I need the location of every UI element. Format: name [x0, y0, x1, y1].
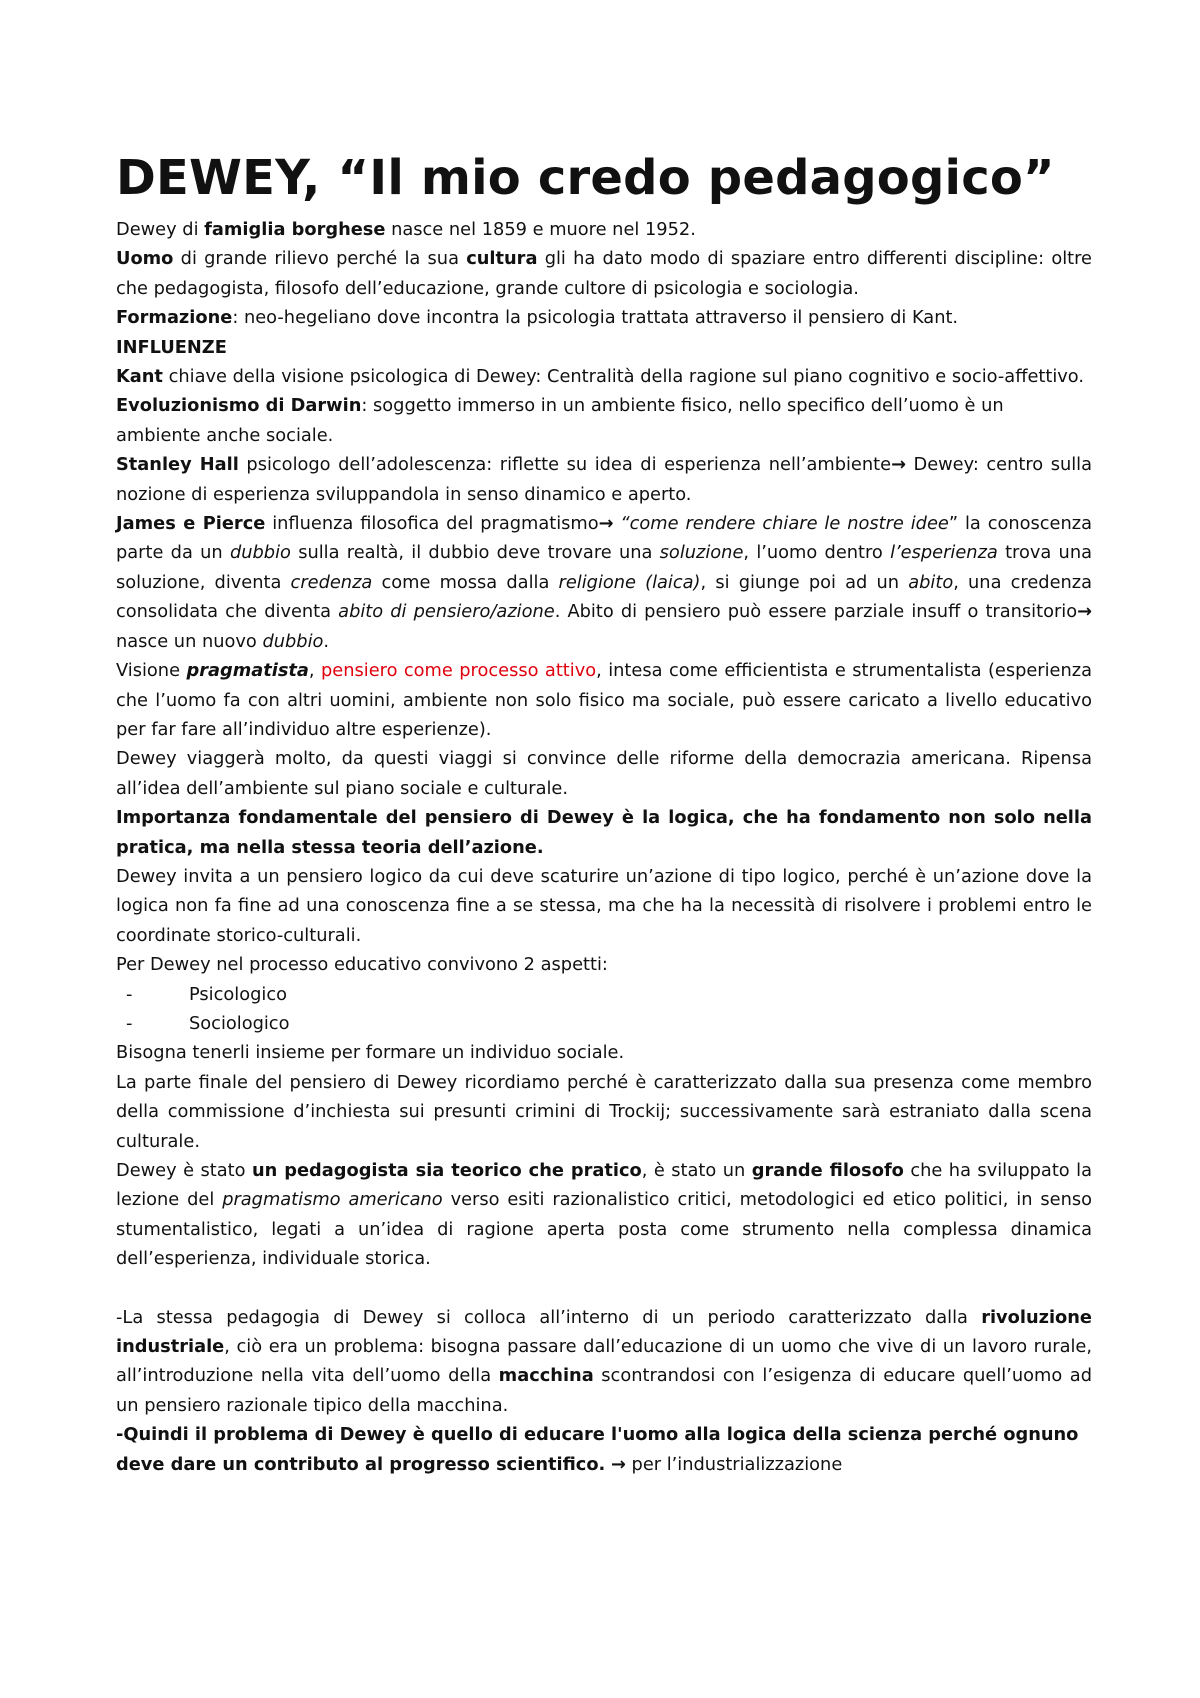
italic-run: dubbio [229, 542, 291, 564]
paragraph-tenerli: Bisogna tenerli insieme per formare un individuo sociale. [116, 1042, 625, 1064]
arrow-right-icon: → [598, 513, 614, 535]
paragraph-birth [116, 215, 1092, 244]
text-run: -La stessa pedagogia di Dewey si colloca all’interno di un periodo caratterizzato dalla [116, 1306, 982, 1328]
arrow-right-icon: → [891, 454, 906, 476]
text-run: gli ha dato modo di spaziare entro differenti discipline: oltre che pedagogista, filosofo dell’educazione, grande cultore di psicologia e sociologia. [116, 248, 1093, 299]
paragraph-logica [116, 803, 1092, 862]
highlighted-run: pensiero come processo attivo [321, 660, 597, 682]
text-run: nasce un nuovo [116, 630, 263, 652]
aspects-list [116, 980, 1092, 1039]
bold-run: Stanley Hall [116, 454, 239, 476]
text-run: , ciò era un problema: bisogna passare dall’educazione di un uomo che vive di un lavoro rurale, all’introduzione nella vita dell’uomo della [116, 1336, 1092, 1387]
list-item-label: Sociologico [189, 1012, 290, 1034]
list-item [116, 980, 1092, 1009]
italic-run: l’esperienza [890, 542, 998, 564]
text-run: come mossa dalla [372, 571, 559, 593]
bold-run: Uomo [116, 248, 174, 270]
bold-run: Formazione [116, 307, 233, 329]
italic-run: abito [908, 571, 954, 593]
bold-italic-run: pragmatista [186, 660, 309, 682]
paragraph-visione [116, 656, 1092, 744]
text-run: Dewey è stato [116, 1160, 252, 1181]
text-run: , una credenza consolidata che diventa [116, 571, 1093, 623]
text-run: verso esiti razionalistico critici, metodologici ed etico politici, in senso stumentalistico, legati a un’idea di ragione aperta posta come strumento nella complessa dinamica dell’esperienza, individuale storica. [116, 1189, 1092, 1270]
text-run: nasce nel 1859 e muore nel 1952. [385, 219, 696, 240]
bold-run: famiglia borghese [204, 219, 386, 240]
bold-run: -Quindi il problema di Dewey è quello di educare l'uomo alla logica della scienza perché ognuno deve dare un contributo al progresso scientifico. [116, 1424, 1079, 1475]
italic-run: pragmatismo americano [222, 1189, 443, 1211]
bold-run: rivoluzione industriale [116, 1306, 1092, 1358]
list-item [116, 1009, 1092, 1038]
text-run: : soggetto immerso in un ambiente fisico, nello specifico dell’uomo è un ambiente anche sociale. [116, 395, 1004, 446]
text-run: , l’uomo dentro [743, 542, 891, 564]
text-run: che ha sviluppato la lezione del [116, 1160, 1092, 1211]
bold-run: Kant [116, 366, 163, 388]
list-item-label: Psicologico [189, 983, 287, 1005]
italic-run: abito di pensiero/azione [338, 601, 555, 623]
paragraph-parte-finale: La parte finale del pensiero di Dewey ricordiamo perché è caratterizzato dalla sua presenza come membro della commissione d’inchiesta sui presunti crimini di Trockij; successivamente sarà estraniato dalla scena culturale. [116, 1071, 1092, 1152]
arrow-right-icon: → [1077, 601, 1092, 623]
text-run: di grande rilievo perché la sua [173, 248, 467, 270]
text-run: , si giunge poi ad un [700, 571, 909, 593]
bold-run: Evoluzionismo di Darwin [116, 395, 362, 417]
text-run: per l’industrializzazione [625, 1453, 843, 1475]
bold-run: macchina [498, 1365, 594, 1387]
dash-bullet: - [126, 1012, 133, 1034]
italic-run: dubbio [262, 630, 324, 652]
text-run: influenza filosofica del pragmatismo [265, 513, 599, 535]
paragraph-pensiero-logico: Dewey invita a un pensiero logico da cui deve scaturire un’azione di tipo logico, perché è un’azione dove la logica non fa fine ad una conoscenza fine a se stessa, ma che ha la necessità di risolvere i problemi entro le coordinate storico-culturali. [116, 865, 1092, 946]
paragraph-james-pierce [116, 509, 1092, 656]
text-run: , intesa come efficientista e strumentalista (esperienza che l’uomo fa con altri uomini, ambiente non solo fisico ma sociale, può essere caricato a livello educativo per far fare all’individuo altre esperienze). [116, 660, 1093, 740]
paragraph-darwin [116, 391, 1092, 450]
text-run: scontrandosi con l’esigenza di educare quell’uomo ad un pensiero razionale tipico della macchina. [116, 1365, 1092, 1416]
dash-bullet: - [126, 983, 133, 1005]
arrow-right-icon: → [610, 1453, 626, 1475]
italic-run: soluzione [659, 542, 744, 564]
text-run: trova una soluzione, diventa [116, 542, 1092, 593]
paragraph-uomo [116, 244, 1092, 303]
paragraph-rivoluzione [116, 1303, 1092, 1421]
bold-run: INFLUENZE [116, 336, 227, 358]
text-run: , [308, 660, 322, 682]
paragraph-conclusione [116, 1420, 1092, 1479]
italic-run: “come rendere chiare le nostre idee [613, 513, 949, 535]
paragraph-viaggi: Dewey viaggerà molto, da questi viaggi si convince delle riforme della democrazia americana. Ripensa all’idea dell’ambiente sul piano sociale e culturale. [116, 748, 1092, 799]
text-run: sulla realtà, il dubbio deve trovare una [290, 542, 660, 564]
paragraph-kant [116, 362, 1092, 391]
text-run: chiave della visione psicologica di Dewey: Centralità della ragione sul piano cognitivo e socio-affettivo. [162, 366, 1085, 388]
bold-run: un pedagogista sia teorico che pratico [251, 1160, 642, 1181]
italic-run: credenza [290, 571, 373, 593]
paragraph-formazione [116, 303, 1092, 332]
text-run: Dewey: centro sulla nozione di esperienza sviluppandola in senso dinamico e aperto. [116, 454, 1093, 505]
paragraph-stanley-hall [116, 450, 1092, 509]
paragraph-pedagogista [116, 1156, 1092, 1274]
text-run: , è stato un [641, 1160, 752, 1181]
bold-run: Importanza fondamentale del pensiero di Dewey è la logica, che ha fondamento non solo nella pratica, ma nella stessa teoria dell’azione. [116, 807, 1092, 858]
document-title: DEWEY, “Il mio credo pedagogico” [116, 150, 1055, 206]
bold-run: grande filosofo [751, 1160, 904, 1181]
text-run: Visione [116, 660, 187, 682]
text-run: Dewey di [116, 219, 205, 240]
text-run: psicologo dell’adolescenza: riflette su idea di esperienza nell’ambiente [238, 454, 892, 476]
bold-run: cultura [466, 248, 538, 270]
italic-run: religione (laica) [558, 571, 701, 593]
text-run: : neo-hegeliano dove incontra la psicologia trattata attraverso il pensiero di Kant. [232, 307, 959, 329]
blank-line [116, 1274, 1092, 1303]
text-run: . [323, 630, 330, 652]
text-run: ” la conoscenza parte da un [116, 513, 1092, 564]
text-run: . Abito di pensiero può essere parziale insuff o transitorio [554, 601, 1078, 623]
paragraph-aspetti: Per Dewey nel processo educativo convivono 2 aspetti: [116, 954, 608, 976]
heading-influenze [116, 333, 1092, 362]
document-body [116, 146, 1092, 1479]
bold-run: James e Pierce [116, 513, 266, 535]
